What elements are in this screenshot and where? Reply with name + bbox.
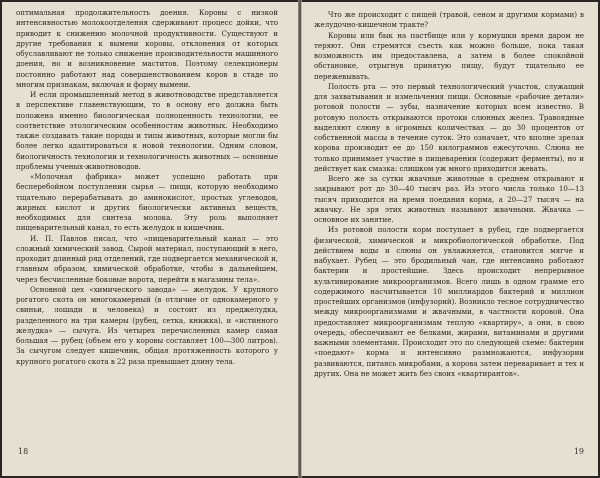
page-number: 19 [573, 447, 584, 456]
left-page [2, 2, 299, 476]
paragraph: Из ротовой полости корм поступает в рубец, где подвергается физической, химической и микробиологической обработке. Под действием воды и слюны он увлажняется, становится мягче и набухает. Рубец — это бродильный чан, где интенсивно работают бактерии и простейшие. Здесь происходит непрерывное культивирование микроорганизмов. Всего лишь в одном грамме его содержимого насчитывается 10 миллиардов бактерий и миллион простейших организмов (инфузорий). Возникло тесное сотрудничество между микроорганизмами и жвачными, в частности коровой. Она предоставляет микроорганизмам теплую «квартиру», а они, в свою очередь, обеспечивают ее белками, жирами, витаминами и другими важными элементами. Происходит это по следующей схеме: бактерии «поедают» корма и интенсивно размножаются, инфузории развиваются, питаясь микробами, а корова затем переваривает и тех и других. Она не может жить без своих «квартирантов». [314, 225, 584, 378]
paragraph: Что же происходит с пищей (травой, сеном и другими кормами) в желудочно-кишечном тракте? [314, 10, 584, 30]
paragraph: Коровы или бык на пастбище или у кормушки время даром не теряют. Они стремятся съесть как можно больше, пока такая возможность им предоставлена, а затем в более спокойной обстановке, отрыгнув принятую пищу, будут тщательно ее пережевывать. [314, 30, 584, 81]
paragraph: И если промышленный метод в животноводстве представляется в перспективе главенствующим, то в основу его должна быть положена именно биологическая полноценность технологии, ее соответствие этологическим особенностям животных. Необходимо также создавать такие породы и типы животных, которые могли бы более легко адаптироваться к новой технологии. Одним словом, биологичность технологии и технологичность животных — основные проблемы ученых-животноводов. [16, 90, 278, 171]
paragraph: оптимальная продолжительность доения. Коровы с низкой интенсивностью молокоотделения сдерживают процесс дойки, что приводит к снижению молочной продуктивности. Существуют и другие требования к вымени коровы, отклонения от которых обуславливают не только снижение производительности машинного доения, но и возникновение маститов. Поэтому селекционеры постоянно работают над совершенствованием коров в стаде по многим признакам, включая и форму вымени. [16, 8, 278, 89]
left-page-text [16, 8, 278, 367]
right-page [301, 2, 598, 476]
paragraph: Основной цех «химического завода» — желудок. У крупного рогатого скота он многокамерный (в отличие от однокамерного у свиньи, лошади и человека) и состоит из преджелудка, разделенного на три камеры (рубец, сетка, книжка), и «истинного желудка» — сычуга. Из четырех перечисленных камер самая большая — рубец (объем его у коровы составляет 100—300 литров). За сычугом следует кишечник, общая протяженность которого у крупного рогатого скота в 22 раза превышает длину тела. [16, 284, 278, 366]
paragraph: И. П. Павлов писал, что «пищеварительный канал — это сложный химический завод. Сырой материал, поступающий в него, проходит длинный ряд отделений, где подвергается механической и, главным образом, химической обработке, чтобы в дальнейшем, через бесчисленные боковые ворота, перейти в магазины тела». [16, 233, 278, 284]
right-page-text [314, 10, 584, 379]
paragraph: Полость рта — это первый технологический участок, служащий для захватывания и измельчения пищи. Основные «рабочие детали» ротовой полости — зубы, назначение которых всем известно. В ротовую полость открываются протоки слюнных желез. Травоядные выделяют слюну в огромных количествах — до 30 процентов от собственной массы в течение суток. Это означает, что вполне зрелая корова производит ее до 150 килограммов ежесуточно. Слюна не только принимает участие в пищеварении (содержит ферменты), но и действует как смазка: слишком уж много приходится жевать. [314, 81, 584, 173]
paragraph: Всего же за сутки жвачные животные в среднем открывают и закрывают рот до 30—40 тысяч раз. Из этого числа только 10—13 тысяч приходится на время поедания корма, а 20—27 тысяч — на жвачку. Не зря этих животных называют жвачными. Жвачка — основное их занятие. [314, 174, 584, 224]
page-number: 18 [18, 447, 29, 456]
paragraph: «Молочная фабрика» может успешно работать при бесперебойном поступлении сырья — пищи, которую необходимо тщательно перерабатывать до аминокислот, простых углеводов, жирных кислот и других биологически активных веществ, необходимых для синтеза молока. Эту роль выполняет пищеварительный канал, то есть желудок и кишечник. [16, 172, 278, 233]
